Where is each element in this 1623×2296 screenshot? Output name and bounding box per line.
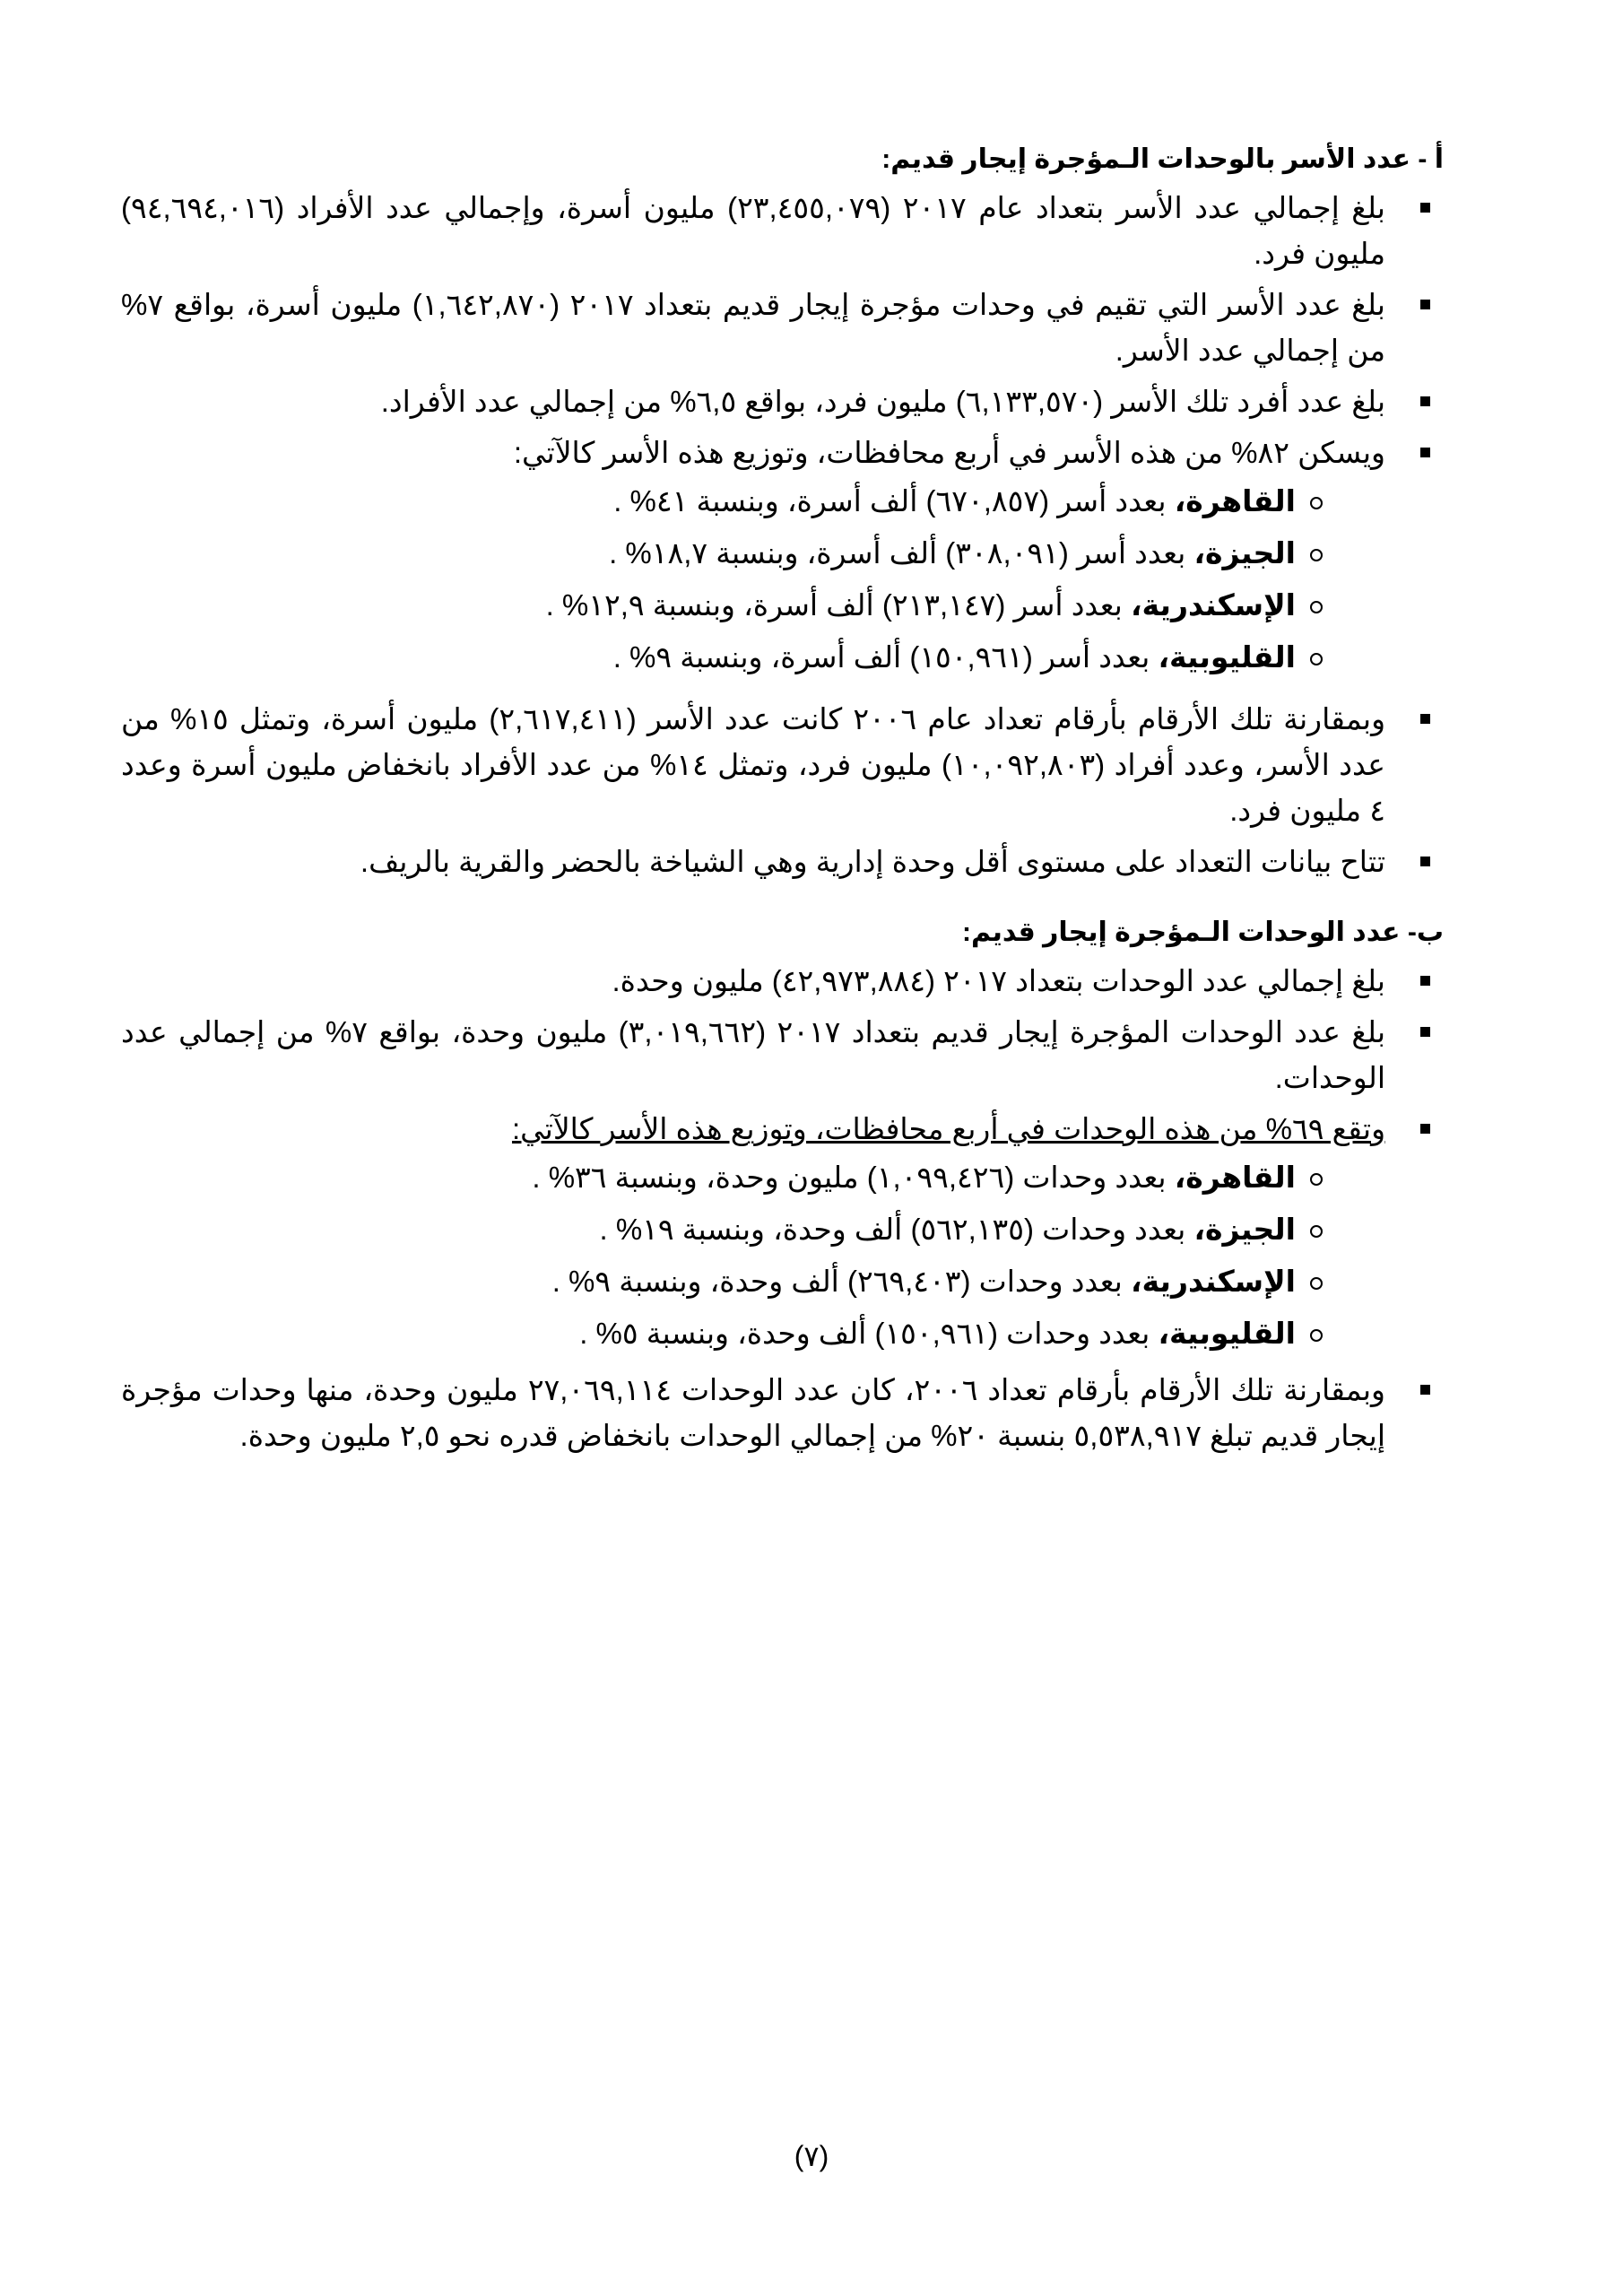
square-bullet-icon	[1420, 396, 1430, 406]
circle-bullet-icon	[1310, 497, 1323, 509]
bullet-item: بلغ عدد أفرد تلك الأسر (٦,١٣٣,٥٧٠) مليون فرد، بواقع ٦,٥% من إجمالي عدد الأفراد.	[121, 378, 1385, 424]
governorate-item: الإسكندرية، بعدد أسر (٢١٣,١٤٧) ألف أسرة، وبنسبة ١٢,٩% .	[121, 579, 1323, 631]
bullet-item: بلغ عدد الوحدات المؤجرة إيجار قديم بتعداد ٢٠١٧ (٣,٠١٩,٦٦٢) مليون وحدة، بواقع ٧% من إجمالي عدد الوحدات.	[121, 1009, 1444, 1100]
square-bullet-icon	[1420, 300, 1430, 309]
governorate-item: الإسكندرية، بعدد وحدات (٢٦٩,٤٠٣) ألف وحدة، وبنسبة ٩% .	[121, 1256, 1323, 1308]
page-number: (٧)	[794, 2140, 829, 2172]
bullet-item: تتاح بيانات التعداد على مستوى أقل وحدة إدارية وهي الشياخة بالحضر والقرية بالريف.	[121, 839, 1385, 884]
governorate-item: القاهرة، بعدد وحدات (١,٠٩٩,٤٢٦) مليون وحدة، وبنسبة ٣٦% .	[121, 1152, 1323, 1204]
bullet-item: بلغ إجمالي عدد الوحدات بتعداد ٢٠١٧ (٤٢,٩٧٣,٨٨٤) مليون وحدة.	[121, 958, 1444, 1004]
square-bullet-icon	[1420, 1027, 1430, 1037]
governorate-item: القاهرة، بعدد أسر (٦٧٠,٨٥٧) ألف أسرة، وبنسبة ٤١% .	[121, 475, 1323, 527]
bullet-item: وتقع ٦٩% من هذه الوحدات في أربع محافظات، وتوزيع هذه الأسر كالآتي:	[121, 1106, 1385, 1152]
square-bullet-icon	[1420, 976, 1430, 986]
section-a-heading: أ - عدد الأسر بالوحدات الـمؤجرة إيجار قديم:	[881, 144, 1444, 174]
circle-bullet-icon	[1310, 549, 1323, 561]
circle-bullet-icon	[1310, 1277, 1323, 1290]
bullet-item: وبمقارنة تلك الأرقام بأرقام تعداد عام ٢٠٠٦ كانت عدد الأسر (٢,٦١٧,٤١١) مليون أسرة، وتمثل ١٥% من عدد الأسر، وعدد أفراد (١٠,٠٩٢,٨٠٣) مليون فرد، وتمثل ١٤% من عدد الأفراد بانخفاض مليون أسرة وعدد ٤ مليون فرد.	[121, 696, 1444, 833]
bullet-item: بلغ إجمالي عدد الأسر بتعداد عام ٢٠١٧ (٢٣,٤٥٥,٠٧٩) مليون أسرة، وإجمالي عدد الأفراد (٩٤,٦٩٤,٠١٦) مليون فرد.	[121, 185, 1444, 276]
bullet-item: وبمقارنة تلك الأرقام بأرقام تعداد ٢٠٠٦، كان عدد الوحدات ٢٧,٠٦٩,١١٤ مليون وحدة، منها وحدات مؤجرة إيجار قديم تبلغ ٥,٥٣٨,٩١٧ بنسبة ٢٠% من إجمالي الوحدات بانخفاض قدره نحو ٢,٥ مليون وحدة.	[121, 1367, 1444, 1458]
governorate-item: القليوبية، بعدد وحدات (١٥٠,٩٦١) ألف وحدة، وبنسبة ٥% .	[121, 1308, 1323, 1360]
circle-bullet-icon	[1310, 653, 1323, 665]
square-bullet-icon	[1420, 1124, 1430, 1134]
governorate-item: الجيزة، بعدد أسر (٣٠٨,٠٩١) ألف أسرة، وبنسبة ١٨,٧% .	[121, 527, 1323, 579]
square-bullet-icon	[1420, 857, 1430, 866]
square-bullet-icon	[1420, 203, 1430, 213]
governorate-item: القليوبية، بعدد أسر (١٥٠,٩٦١) ألف أسرة، وبنسبة ٩% .	[121, 631, 1323, 683]
square-bullet-icon	[1420, 714, 1430, 724]
square-bullet-icon	[1420, 448, 1430, 457]
square-bullet-icon	[1420, 1385, 1430, 1395]
circle-bullet-icon	[1310, 1329, 1323, 1342]
bullet-item: بلغ عدد الأسر التي تقيم في وحدات مؤجرة إيجار قديم بتعداد ٢٠١٧ (١,٦٤٢,٨٧٠) مليون أسرة، بواقع ٧% من إجمالي عدد الأسر.	[121, 282, 1444, 373]
document-page	[121, 135, 1444, 1464]
section-b-heading: ب- عدد الوحدات الـمؤجرة إيجار قديم:	[962, 918, 1444, 947]
governorate-item: الجيزة، بعدد وحدات (٥٦٢,١٣٥) ألف وحدة، وبنسبة ١٩% .	[121, 1204, 1323, 1256]
circle-bullet-icon	[1310, 601, 1323, 613]
circle-bullet-icon	[1310, 1173, 1323, 1186]
circle-bullet-icon	[1310, 1225, 1323, 1238]
bullet-item: ويسكن ٨٢% من هذه الأسر في أربع محافظات، وتوزيع هذه الأسر كالآتي:	[121, 430, 1385, 475]
